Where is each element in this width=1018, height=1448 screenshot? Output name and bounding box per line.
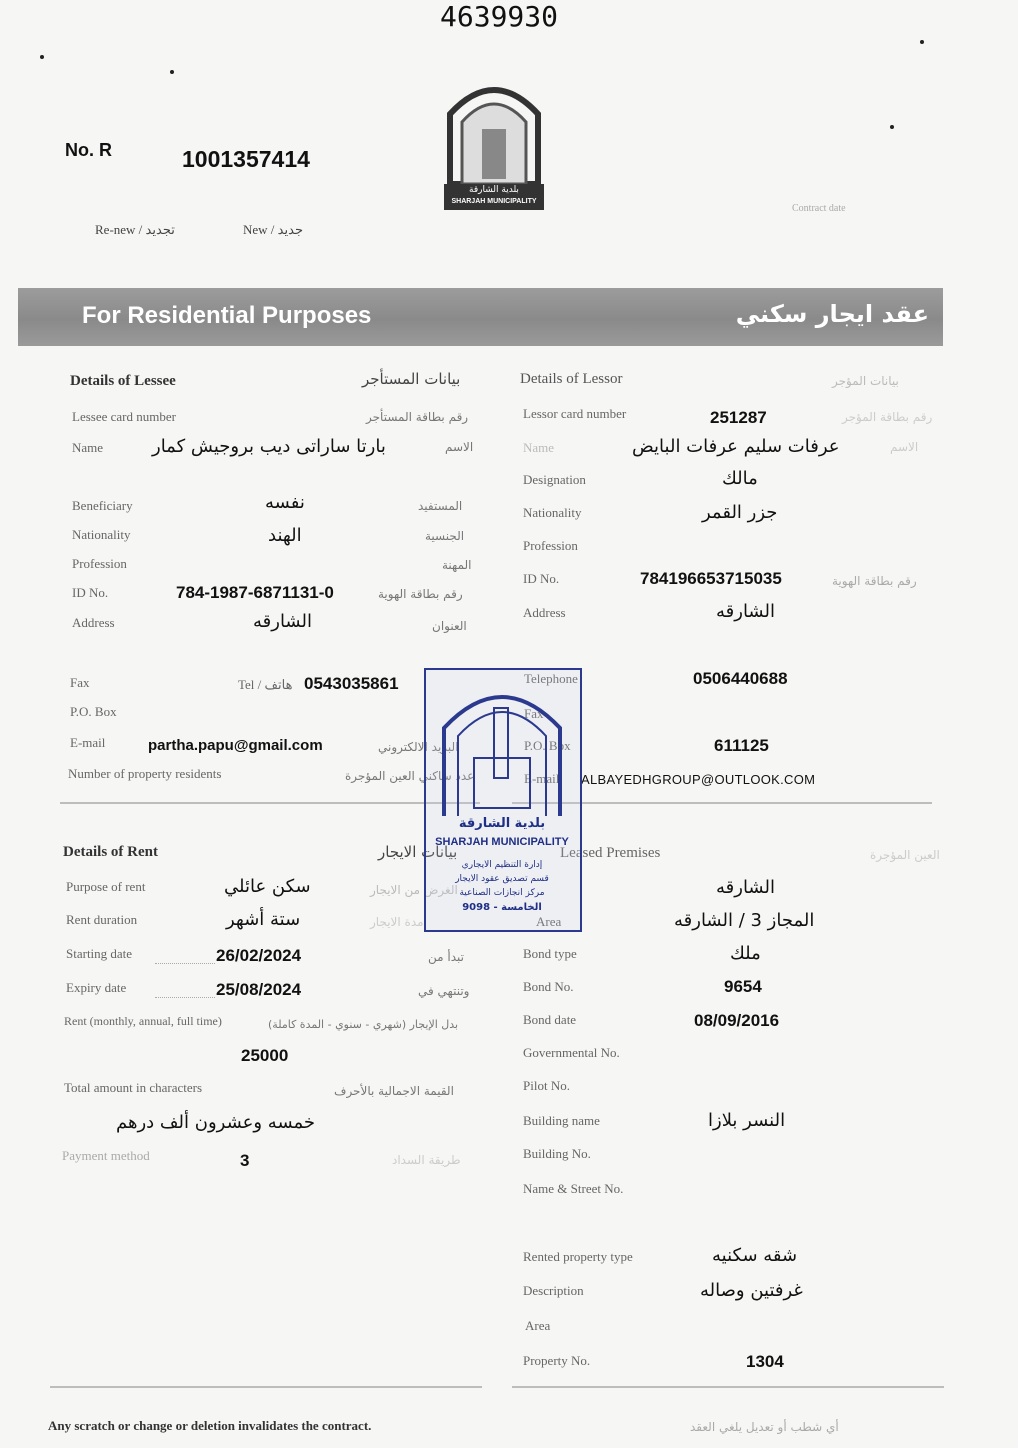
lessor-name-value: عرفات سليم عرفات البايض [632, 436, 840, 457]
lessee-email-label-en: E-mail [70, 735, 106, 750]
lessee-id-label-ar: رقم بطاقة الهوية [378, 587, 463, 601]
lessor-email-label: E-mail [524, 771, 560, 786]
renew-label: Re-new / تجديد [95, 222, 175, 237]
lessor-pobox-label: P.O. Box [524, 738, 571, 753]
description-label: Description [523, 1283, 584, 1298]
building-no-label: Building No. [523, 1146, 591, 1161]
lessee-id-value: 784-1987-6871131-0 [176, 583, 334, 602]
lessee-name-value: بارتا ساراتى ديب بروجيش كمار [152, 436, 386, 457]
lessee-name-label-en: Name [72, 440, 104, 455]
property-type-value: شقه سكنيه [712, 1245, 798, 1266]
residents-label-en: Number of property residents [68, 766, 222, 781]
lessor-fax-label: Fax [524, 706, 544, 721]
contract-no-label: No. R [65, 140, 112, 160]
lessee-nationality-value: الهند [268, 525, 302, 546]
bond-type-label: Bond type [523, 946, 577, 961]
street-label: Name & Street No. [523, 1181, 624, 1196]
lessee-beneficiary-label-ar: المستفيد [418, 499, 463, 513]
building-name-value: النسر بلازا [708, 1110, 786, 1131]
chars-label-ar: القيمة الاجمالية بالأحرف [334, 1084, 454, 1098]
expiry-value: 25/08/2024 [216, 980, 302, 999]
lessee-divider [60, 802, 480, 804]
rent-heading-en: Details of Rent [63, 844, 158, 860]
sharjah-municipality-stamp [424, 668, 580, 930]
chars-label-en: Total amount in characters [64, 1080, 203, 1095]
lessee-fax-label: Fax [70, 675, 90, 690]
footer-note-en: Any scratch or change or deletion invalidates the contract. [48, 1418, 372, 1433]
chars-value: خمسه وعشرون ألف درهم [116, 1112, 316, 1133]
expiry-label-ar: وتنتهي في [418, 984, 470, 998]
lessor-telephone-label: Telephone [524, 671, 578, 686]
lessor-pobox-value: 611125 [714, 736, 769, 755]
start-value: 26/02/2024 [216, 946, 302, 965]
lessee-profession-label-ar: المهنة [442, 558, 472, 572]
start-dots [155, 963, 215, 964]
residents-label-ar: عدد ساكني العين المؤجرة [345, 769, 475, 783]
band-title-en: For Residential Purposes [82, 302, 372, 329]
area-value: المجاز 3 / الشارقه [674, 910, 815, 931]
lessee-email-value: partha.papu@gmail.com [148, 737, 323, 754]
amount-value: 25000 [241, 1046, 289, 1065]
amount-label-ar: بدل الإيجار (شهري - سنوي - المدة كاملة) [268, 1018, 459, 1031]
lessee-beneficiary-label-en: Beneficiary [72, 498, 133, 513]
lessee-heading-en: Details of Lessee [70, 373, 176, 389]
lessee-card-label-ar: رقم بطاقة المستأجر [366, 410, 469, 424]
lessor-profession-label: Profession [523, 538, 578, 553]
lessor-address-label: Address [523, 605, 566, 620]
description-value: غرفتين وصاله [700, 1280, 803, 1301]
sharjah-municipality-logo [444, 74, 544, 212]
lessor-id-label-en: ID No. [523, 571, 560, 586]
lessee-address-label-en: Address [72, 615, 115, 630]
duration-label-en: Rent duration [66, 912, 138, 927]
lessor-card-label-en: Lessor card number [523, 406, 627, 421]
bond-no-label: Bond No. [523, 979, 574, 994]
lessee-heading-ar: بيانات المستأجر [362, 370, 461, 388]
premises-bottom-divider [512, 1386, 944, 1388]
emirate-value: الشارقه [716, 877, 775, 898]
lessee-address-label-ar: العنوان [432, 619, 467, 633]
purpose-label-ar: الغرض من الايجار [370, 883, 458, 897]
duration-value: ستة أشهر [226, 909, 301, 930]
stamp-name-en: SHARJAH MUNICIPALITY [435, 836, 569, 848]
bond-no-value: 9654 [724, 977, 762, 996]
lessee-id-label-en: ID No. [72, 585, 109, 600]
lessor-address-value: الشارقه [716, 601, 775, 622]
payment-label-en: Payment method [62, 1148, 150, 1163]
band-title-ar: عقد ايجار سكني [735, 300, 929, 328]
lessee-nationality-label-en: Nationality [72, 527, 131, 542]
stamp-line-2: قسم تصديق عقود الايجار [455, 874, 549, 884]
governmental-label: Governmental No. [523, 1045, 620, 1060]
lessee-pobox-label: P.O. Box [70, 704, 117, 719]
lessor-heading-ar: بيانات المؤجر [832, 374, 899, 388]
new-label: New / جديد [243, 222, 303, 237]
footer-note-ar: أي شطب أو تعديل يلغي العقد [690, 1420, 839, 1434]
lessor-designation-label: Designation [523, 472, 586, 487]
handwritten-number: 4639930 [440, 0, 559, 33]
area-label: Area [536, 914, 562, 929]
purpose-label-en: Purpose of rent [66, 879, 146, 894]
bond-date-label: Bond date [523, 1012, 577, 1027]
logo-english-text: SHARJAH MUNICIPALITY [451, 198, 537, 205]
scan-speck [170, 70, 174, 74]
lessor-name-label-ar: الاسم [890, 440, 919, 454]
property-no-value: 1304 [746, 1352, 784, 1371]
start-label-ar: تبدأ من [428, 950, 464, 964]
property-no-label: Property No. [523, 1353, 591, 1368]
stamp-arch-icon [434, 678, 570, 818]
amount-label-en: Rent (monthly, annual, full time) [64, 1014, 222, 1028]
property-type-label: Rented property type [523, 1249, 633, 1264]
scan-speck [40, 55, 44, 59]
lessee-card-label-en: Lessee card number [72, 409, 176, 424]
lessor-designation-value: مالك [722, 468, 758, 489]
contract-no-value: 1001357414 [182, 146, 310, 172]
scan-speck [920, 40, 924, 44]
expiry-label-en: Expiry date [66, 980, 127, 995]
lessee-name-label-ar: الاسم [445, 440, 474, 454]
scan-speck [890, 125, 894, 129]
lessee-tel-value: 0543035861 [304, 674, 399, 693]
logo-arabic-text: بلدية الشارقة [469, 185, 519, 195]
rent-heading-ar: بيانات الايجار [378, 843, 458, 861]
payment-value: 3 [240, 1151, 250, 1170]
bond-type-value: ملك [730, 943, 761, 964]
lessee-email-label-ar: البريد الالكتروني [378, 740, 459, 754]
lessor-nationality-value: جزر القمر [702, 502, 778, 523]
lessor-id-label-ar: رقم بطاقة الهوية [832, 574, 917, 588]
lessor-telephone-value: 0506440688 [693, 669, 788, 688]
lessee-nationality-label-ar: الجنسية [425, 529, 465, 543]
lessor-card-value: 251287 [710, 408, 767, 427]
expiry-dots [155, 997, 215, 998]
start-label-en: Starting date [66, 946, 133, 961]
rent-bottom-divider [50, 1386, 482, 1388]
stamp-line-3: مركز انجازات الصناعية [459, 888, 545, 898]
lessee-tel-label: Tel / هاتف [238, 677, 293, 692]
residential-purposes-band [18, 288, 943, 346]
lessee-profession-label-en: Profession [72, 556, 127, 571]
stamp-name-ar: بلدية الشارقة [458, 816, 546, 831]
lessor-heading-en: Details of Lessor [520, 371, 623, 387]
lessor-nationality-label: Nationality [523, 505, 582, 520]
building-name-label: Building name [523, 1113, 600, 1128]
lessor-email-value: ALBAYEDHGROUP@OUTLOOK.COM [581, 772, 816, 787]
lessee-beneficiary-value: نفسه [265, 492, 305, 513]
lessee-address-value: الشارقه [253, 611, 312, 632]
bond-date-value: 08/09/2016 [694, 1011, 780, 1030]
plot-label: Pilot No. [523, 1078, 570, 1093]
lessor-name-label-en: Name [523, 440, 555, 455]
stamp-line-4: الخامسة - 9098 [462, 902, 542, 913]
lessor-id-value: 784196653715035 [640, 569, 782, 588]
premises-heading-ar: العين المؤجرة [870, 848, 940, 862]
lessor-card-label-ar: رقم بطاقة المؤجر [842, 410, 933, 424]
contract-date-label: Contract date [792, 203, 846, 214]
payment-label-ar: طريقة السداد [392, 1153, 461, 1167]
area2-label: Area [525, 1318, 551, 1333]
stamp-line-1: إدارة التنظيم الايجاري [461, 860, 543, 870]
premises-heading-en: Leased Premises [560, 845, 661, 861]
duration-label-ar: مدة الايجار [370, 915, 424, 929]
purpose-value: سكن عائلي [224, 876, 311, 897]
